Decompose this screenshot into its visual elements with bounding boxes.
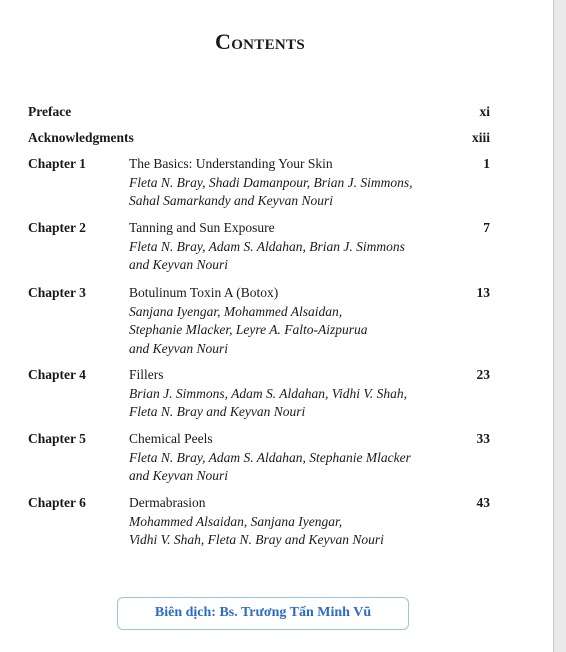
chapter-title: Dermabrasion [129,495,206,510]
chapter-authors-line: Stephanie Mlacker, Leyre A. Falto-Aizpurua [129,322,368,337]
chapter-label: Chapter 3 [28,285,86,300]
page-title: Contents [215,29,305,54]
chapter-authors-line: Fleta N. Bray, Shadi Damanpour, Brian J. Simmons, [129,174,413,190]
chapter-page-number: 23 [476,367,490,382]
chapter-authors-line: Brian J. Simmons, Adam S. Aldahan, Vidhi V. Shah, [129,385,408,401]
translator-credit-box: Biên dịch: Bs. Trương Tấn Minh Vũ [117,597,409,630]
toc-page-number: xi [479,104,490,119]
chapter-page-number: 7 [483,220,490,235]
chapter-body [129,284,449,358]
chapter-authors-line: Mohammed Alsaidan, Sanjana Iyengar, [129,513,343,529]
chapter-authors-line: and Keyvan Nouri [129,257,228,272]
chapter-page-number: 33 [476,431,490,446]
chapter-authors-line: and Keyvan Nouri [129,340,228,356]
page-edge [553,0,566,652]
chapter-page-number: 13 [476,285,490,300]
chapter-authors-line: Fleta N. Bray, Adam S. Aldahan, Brian J. Simmons [129,238,405,254]
chapter-authors-line: Vidhi V. Shah, Fleta N. Bray and Keyvan Nouri [129,532,384,547]
chapter-title: Tanning and Sun Exposure [129,220,275,235]
chapter-body [129,219,449,275]
chapter-title: The Basics: Understanding Your Skin [129,156,333,171]
chapter-body [129,494,449,550]
chapter-body [129,430,449,486]
toc-page-number: xiii [471,130,490,145]
chapter-authors-line: and Keyvan Nouri [129,468,228,483]
chapter-label: Chapter 5 [28,431,86,446]
chapter-authors-line: Fleta N. Bray, Adam S. Aldahan, Stephanie Mlacker [129,449,411,465]
chapter-page-number: 43 [476,495,490,510]
chapter-authors-line: Sanjana Iyengar, Mohammed Alsaidan, [129,303,343,319]
chapter-label: Chapter 1 [28,156,86,171]
chapter-authors-line: Fleta N. Bray and Keyvan Nouri [129,404,306,419]
chapter-page-number: 1 [483,156,490,171]
chapter-title: Chemical Peels [129,431,213,446]
toc-entry-label: Preface [28,104,72,119]
chapter-title: Fillers [129,367,164,382]
chapter-label: Chapter 6 [28,495,86,510]
chapter-body [129,366,449,422]
chapter-title: Botulinum Toxin A (Botox) [129,285,279,300]
chapter-authors-line: Sahal Samarkandy and Keyvan Nouri [129,193,333,208]
chapter-label: Chapter 4 [28,367,86,382]
chapter-label: Chapter 2 [28,220,86,235]
toc-entry-label: Acknowledgments [28,130,134,145]
chapter-body [129,155,449,211]
